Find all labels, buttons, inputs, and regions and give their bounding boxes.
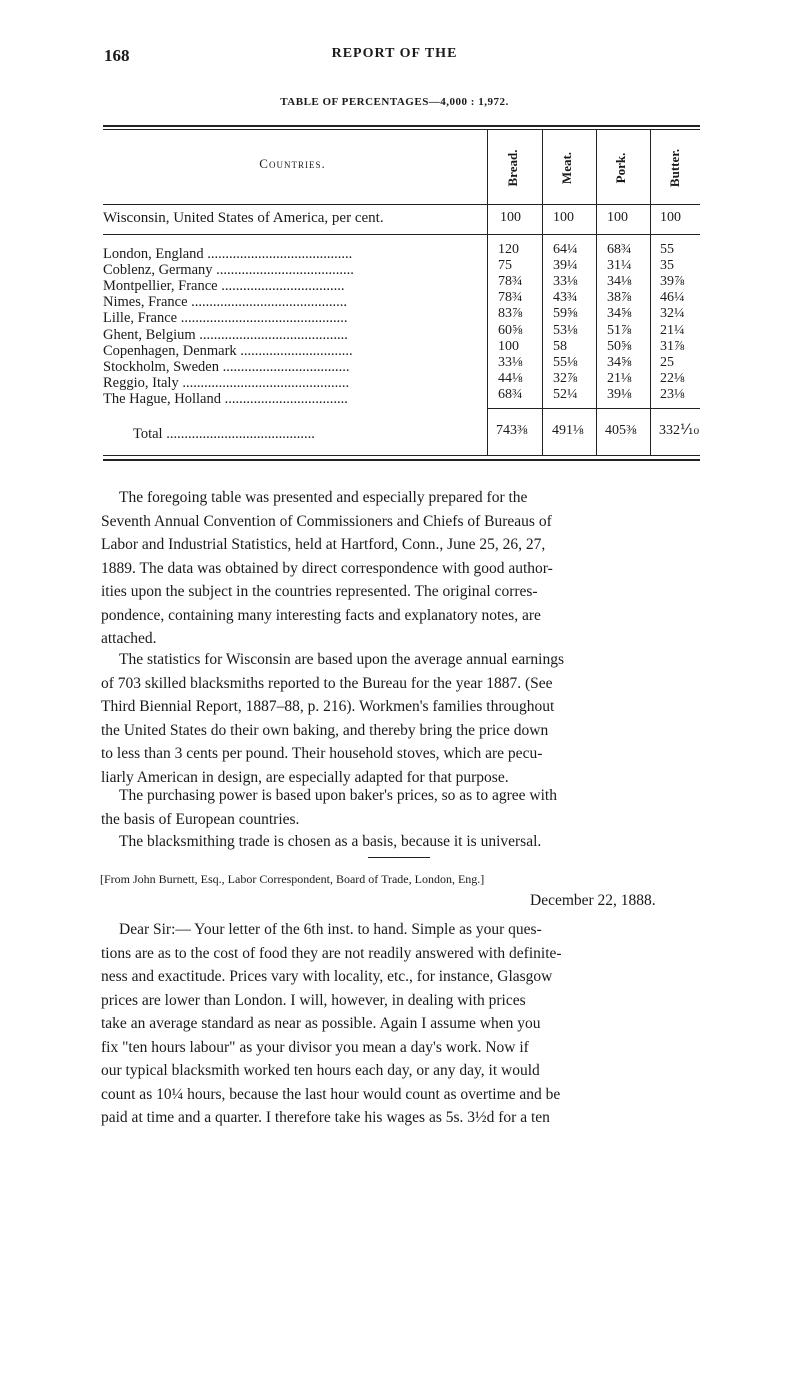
- total-cell: 405⅜: [605, 423, 637, 438]
- text-line: take an average standard as near as possible. Again I assume when you: [101, 1015, 541, 1032]
- column-header-pork: Pork.: [613, 152, 628, 184]
- cell: 39¼: [553, 258, 578, 274]
- text-line: pondence, containing many interesting facts and explanatory notes, are: [101, 606, 541, 624]
- text-line: The purchasing power is based upon baker's prices, so as to agree with: [119, 787, 557, 804]
- text-line: to less than 3 cents per pound. Their household stoves, which are pecu-: [101, 745, 543, 762]
- row-country: Lille, France ..............................................: [103, 310, 348, 327]
- cell: 31¼: [607, 258, 632, 274]
- column-header-butter: Butter.: [667, 148, 682, 188]
- cell: 60⅝: [498, 322, 523, 338]
- text-line: Labor and Industrial Statistics, held at Hartford, Conn., June 25, 26, 27,: [101, 536, 546, 553]
- cell: 44⅛: [498, 370, 523, 386]
- cell: 33⅛: [553, 274, 578, 290]
- row-country: Copenhagen, Denmark ...............................: [103, 342, 353, 359]
- total-cell: 491⅛: [552, 423, 584, 438]
- row-country: Montpellier, France ..................................: [103, 278, 345, 295]
- text-line: prices are lower than London. I will, however, in dealing with prices: [101, 991, 526, 1009]
- paragraph-1: [101, 486, 701, 651]
- row-country: The Hague, Holland ..................................: [103, 390, 348, 407]
- text-line: Dear Sir:— Your letter of the 6th inst. to hand. Simple as your ques-: [119, 921, 542, 938]
- cell: 52¼: [553, 386, 578, 402]
- header-bottom-rule: [103, 204, 700, 205]
- letter-body: [101, 918, 701, 1130]
- cell: 21⅛: [607, 370, 632, 386]
- row-country: Wisconsin, United States of America, per cent.: [103, 210, 384, 226]
- cell: 100: [607, 210, 628, 225]
- text-line: Seventh Annual Convention of Commissioners and Chiefs of Bureaus of: [101, 512, 552, 530]
- col-rule-2: [542, 130, 543, 455]
- cell: 21¼: [660, 322, 685, 338]
- cell: 100: [498, 338, 519, 354]
- text-line: count as 10¼ hours, because the last hour would count as overtime and be: [101, 1085, 561, 1103]
- column-header-bread: Bread.: [505, 149, 520, 187]
- cell: 50⅝: [607, 338, 632, 354]
- cell: 51⅞: [607, 322, 632, 338]
- row-country: Nimes, France ...........................................: [103, 294, 348, 311]
- cell: 55: [660, 242, 674, 257]
- cell: 46¼: [660, 290, 685, 306]
- cell: 64¼: [553, 242, 578, 257]
- page-number: 168: [104, 46, 130, 65]
- text-line: The statistics for Wisconsin are based upon the average annual earnings: [119, 651, 564, 668]
- cell: 75: [498, 258, 512, 274]
- row-country: Ghent, Belgium .........................................: [103, 326, 348, 343]
- cell: 55⅛: [553, 354, 578, 370]
- text-line: paid at time and a quarter. I therefore take his wages as 5s. 3½d for a ten: [101, 1109, 550, 1126]
- text-line: The blacksmithing trade is chosen as a basis, because it is universal.: [119, 833, 542, 850]
- total-label: Total .........................................: [133, 426, 315, 442]
- table-top-rule-thin: [103, 129, 700, 130]
- cell: 58: [553, 338, 567, 354]
- text-line: of 703 skilled blacksmiths reported to the Bureau for the year 1887. (See: [101, 674, 553, 692]
- total-rule: [487, 408, 700, 409]
- col-rule-1: [487, 130, 488, 455]
- cell: 43¾: [553, 290, 578, 306]
- cell: 22⅛: [660, 370, 685, 386]
- cell: 100: [500, 210, 521, 225]
- text-line: the United States do their own baking, and thereby bring the price down: [101, 721, 549, 739]
- text-line: 1889. The data was obtained by direct correspondence with good author-: [101, 559, 553, 577]
- col-rule-4: [650, 130, 651, 455]
- cell: 34⅝: [607, 306, 632, 322]
- table-top-rule: [103, 125, 700, 127]
- cell: 39⅛: [607, 386, 632, 402]
- text-line: ities upon the subject in the countries represented. The original corres-: [101, 583, 538, 600]
- text-line: Third Biennial Report, 1887–88, p. 216). Workmen's families throughout: [101, 698, 555, 715]
- cell: 68¾: [498, 386, 523, 402]
- cell: 78¾: [498, 290, 523, 306]
- cell: 38⅞: [607, 290, 632, 306]
- cell: 83⅞: [498, 306, 523, 322]
- cell: 35: [660, 258, 674, 274]
- text-line: tions are as to the cost of food they are not readily answered with definite-: [101, 944, 562, 962]
- cell: 78¾: [498, 274, 523, 290]
- text-line: The foregoing table was presented and especially prepared for the: [119, 489, 528, 506]
- paragraph-3: [101, 784, 701, 831]
- total-cell: 743⅜: [496, 423, 528, 438]
- text-line: our typical blacksmith worked ten hours each day, or any day, it would: [101, 1062, 540, 1079]
- cell: 33⅛: [498, 354, 523, 370]
- cell: 32⅞: [553, 370, 578, 386]
- letter-date: December 22, 1888.: [530, 892, 656, 909]
- cell: 53⅛: [553, 322, 578, 338]
- cell: 39⅞: [660, 274, 685, 290]
- cell: 68¾: [607, 242, 632, 257]
- text-line: attached.: [101, 630, 157, 647]
- source-note: [From John Burnett, Esq., Labor Correspondent, Board of Trade, London, Eng.]: [100, 872, 485, 886]
- cell: 34⅛: [607, 274, 632, 290]
- cell: 120: [498, 242, 519, 257]
- table-bottom-rule-thin: [103, 455, 700, 456]
- section-divider: [368, 857, 430, 858]
- row-country: Reggio, Italy ..............................................: [103, 374, 350, 391]
- cell: 34⅝: [607, 354, 632, 370]
- col-rule-3: [596, 130, 597, 455]
- countries-header: Countries.: [259, 156, 326, 171]
- table-caption: TABLE OF PERCENTAGES—4,000 : 1,972.: [280, 96, 509, 108]
- row-country: London, England ........................................: [103, 246, 353, 262]
- running-head: REPORT OF THE: [331, 46, 458, 61]
- table-bottom-rule: [103, 459, 700, 461]
- cell: 100: [553, 210, 574, 225]
- text-line: the basis of European countries.: [101, 810, 300, 828]
- column-header-meat: Meat.: [559, 151, 574, 185]
- cell: 23⅛: [660, 386, 685, 402]
- cell: 25: [660, 354, 674, 370]
- cell: 59⅝: [553, 306, 578, 322]
- text-line: liarly American in design, are especially adapted for that purpose.: [101, 768, 509, 786]
- text-line: ness and exactitude. Prices vary with locality, etc., for instance, Glasgow: [101, 968, 553, 985]
- total-cell: 332⅒: [659, 423, 700, 438]
- row-country: Stockholm, Sweden ...................................: [103, 358, 350, 375]
- cell: 100: [660, 210, 681, 225]
- text-line: fix "ten hours labour" as your divisor you mean a day's work. Now if: [101, 1038, 529, 1056]
- paragraph-2: [101, 648, 701, 789]
- cell: 32¼: [660, 306, 685, 322]
- cell: 31⅞: [660, 338, 685, 354]
- paragraph-4: [101, 830, 701, 854]
- base-row-rule: [103, 234, 700, 235]
- row-country: Coblenz, Germany ......................................: [103, 262, 354, 279]
